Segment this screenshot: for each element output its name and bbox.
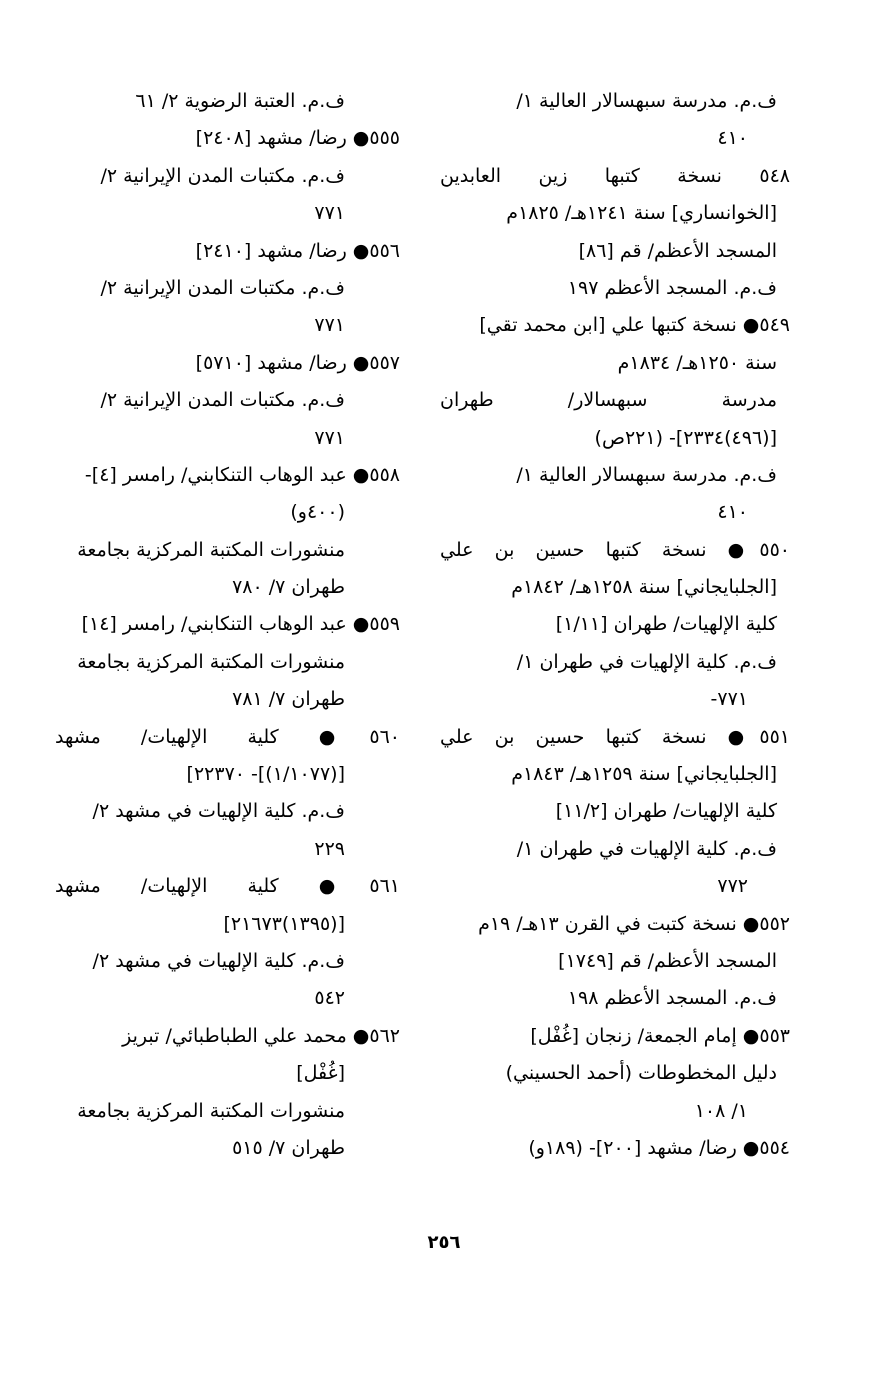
right-column-line: ٥٥٠● نسخة كتبها حسين بن علي bbox=[440, 538, 790, 561]
right-column-line: مدرسة سبهسالار/ طهران bbox=[440, 389, 777, 412]
left-column-line: ٧٧١ bbox=[314, 426, 345, 449]
left-column-line: منشورات المكتبة المركزية بجامعة bbox=[77, 1099, 345, 1122]
left-column-line: ف.م. العتبة الرضوية ٢/ ٦١ bbox=[135, 90, 345, 112]
right-column-line: ١/ ١٠٨ bbox=[694, 1099, 748, 1122]
left-column-line: طهران ٧/ ٧٨٠ bbox=[232, 576, 345, 599]
left-column-line: ٥٤٢ bbox=[314, 987, 345, 1010]
left-column-line: ٥٥٦● رضا/ مشهد [٢٤١٠] bbox=[195, 239, 400, 262]
right-column-line: [الجلبايجاني] سنة ١٢٥٩هـ/ ١٨٤٣م bbox=[511, 763, 777, 786]
left-column-line: ٧٧١ bbox=[314, 314, 345, 337]
left-column-line: [(١/١٠٧٧)]- ٢٢٣٧٠] bbox=[186, 763, 345, 786]
page-number: ٢٥٦ bbox=[427, 1232, 461, 1253]
right-column-line: ٥٥٤● رضا/ مشهد [٢٠٠]- (١٨٩و) bbox=[528, 1136, 790, 1159]
left-column-line: (٤٠٠و) bbox=[290, 501, 345, 524]
right-column-line: ف.م. مدرسة سبهسالار العالية ١/ bbox=[516, 463, 777, 486]
right-column-line: المسجد الأعظم/ قم [١٧٤٩] bbox=[558, 949, 777, 972]
right-column-line: ٤١٠ bbox=[717, 501, 748, 524]
left-column bbox=[55, 83, 400, 1167]
right-column-line: ف.م. المسجد الأعظم ١٩٨ bbox=[567, 987, 777, 1010]
left-column-line: ٥٥٧● رضا/ مشهد [٥٧١٠] bbox=[195, 351, 400, 374]
left-column-line: ٥٥٥● رضا/ مشهد [٢٤٠٨] bbox=[195, 127, 400, 150]
left-column-line: ٧٧١ bbox=[314, 202, 345, 225]
left-column-line: [(١٣٩٥)٢١٦٧٣] bbox=[223, 912, 345, 935]
left-column-line: طهران ٧/ ٧٨١ bbox=[232, 688, 345, 711]
left-column-line: ف.م. مكتبات المدن الإيرانية ٢/ bbox=[100, 276, 345, 299]
right-column-line: ف.م. مدرسة سبهسالار العالية ١/ bbox=[516, 90, 777, 112]
right-column-line: ٧٧٢ bbox=[717, 875, 748, 898]
right-column-line: ٥٤٩● نسخة كتبها علي [ابن محمد تقي] bbox=[479, 314, 790, 337]
right-column-line: دليل المخطوطات (أحمد الحسيني) bbox=[505, 1062, 777, 1085]
right-column-line: ٥٥٣● إمام الجمعة/ زنجان [غُفْل] bbox=[530, 1024, 790, 1047]
left-column-line: ٥٦٢● محمد علي الطباطبائي/ تبريز bbox=[122, 1024, 400, 1047]
right-column-line: ف.م. كلية الإلهيات في طهران ١/ bbox=[516, 837, 777, 860]
right-column bbox=[440, 83, 790, 1167]
right-column-line: ٥٥١● نسخة كتبها حسين بن علي bbox=[440, 725, 790, 748]
right-column-line: ٧٧١- bbox=[710, 688, 748, 711]
right-column-line: ف.م. المسجد الأعظم ١٩٧ bbox=[567, 276, 777, 299]
right-column-line: [الجلبايجاني] سنة ١٢٥٨هـ/ ١٨٤٢م bbox=[511, 576, 777, 599]
right-column-line: المسجد الأعظم/ قم [٨٦] bbox=[578, 239, 777, 262]
left-column-line: طهران ٧/ ٥١٥ bbox=[232, 1136, 345, 1159]
left-column-line: منشورات المكتبة المركزية بجامعة bbox=[77, 538, 345, 561]
left-column-line: ف.م. مكتبات المدن الإيرانية ٢/ bbox=[100, 164, 345, 187]
left-column-line: ٥٦٠● كلية الإلهيات/ مشهد bbox=[55, 725, 400, 748]
left-column-line: ٥٥٨● عبد الوهاب التنكابني/ رامسر [٤]- bbox=[84, 463, 400, 486]
right-column-line: ٥٥٢● نسخة كتبت في القرن ١٣هـ/ ١٩م bbox=[478, 912, 790, 935]
left-column-line: [غُفْل] bbox=[296, 1062, 345, 1085]
left-column-line: ف.م. مكتبات المدن الإيرانية ٢/ bbox=[100, 389, 345, 412]
right-column-line: كلية الإلهيات/ طهران [١١/٢] bbox=[555, 800, 777, 823]
right-column-line: كلية الإلهيات/ طهران [١/١١] bbox=[555, 613, 777, 636]
right-column-line: ف.م. كلية الإلهيات في طهران ١/ bbox=[516, 650, 777, 673]
right-column-line: ٥٤٨ نسخة كتبها زين العابدين bbox=[440, 164, 790, 187]
right-column-line: سنة ١٢٥٠هـ/ ١٨٣٤م bbox=[617, 351, 777, 374]
left-column-line: ٥٦١● كلية الإلهيات/ مشهد bbox=[55, 875, 400, 898]
left-column-line: ف.م. كلية الإلهيات في مشهد ٢/ bbox=[92, 949, 345, 972]
right-column-line: [الخوانساري] سنة ١٢٤١هـ/ ١٨٢٥م bbox=[506, 202, 777, 225]
left-column-line: ٢٢٩ bbox=[314, 837, 345, 860]
left-column-line: ف.م. كلية الإلهيات في مشهد ٢/ bbox=[92, 800, 345, 823]
left-column-line: منشورات المكتبة المركزية بجامعة bbox=[77, 650, 345, 673]
right-column-line: [(٤٩٦)٢٣٣٤]- (٢٢١ص) bbox=[594, 426, 777, 449]
right-column-line: ٤١٠ bbox=[717, 127, 748, 150]
left-column-line: ٥٥٩● عبد الوهاب التنكابني/ رامسر [١٤] bbox=[81, 613, 400, 636]
